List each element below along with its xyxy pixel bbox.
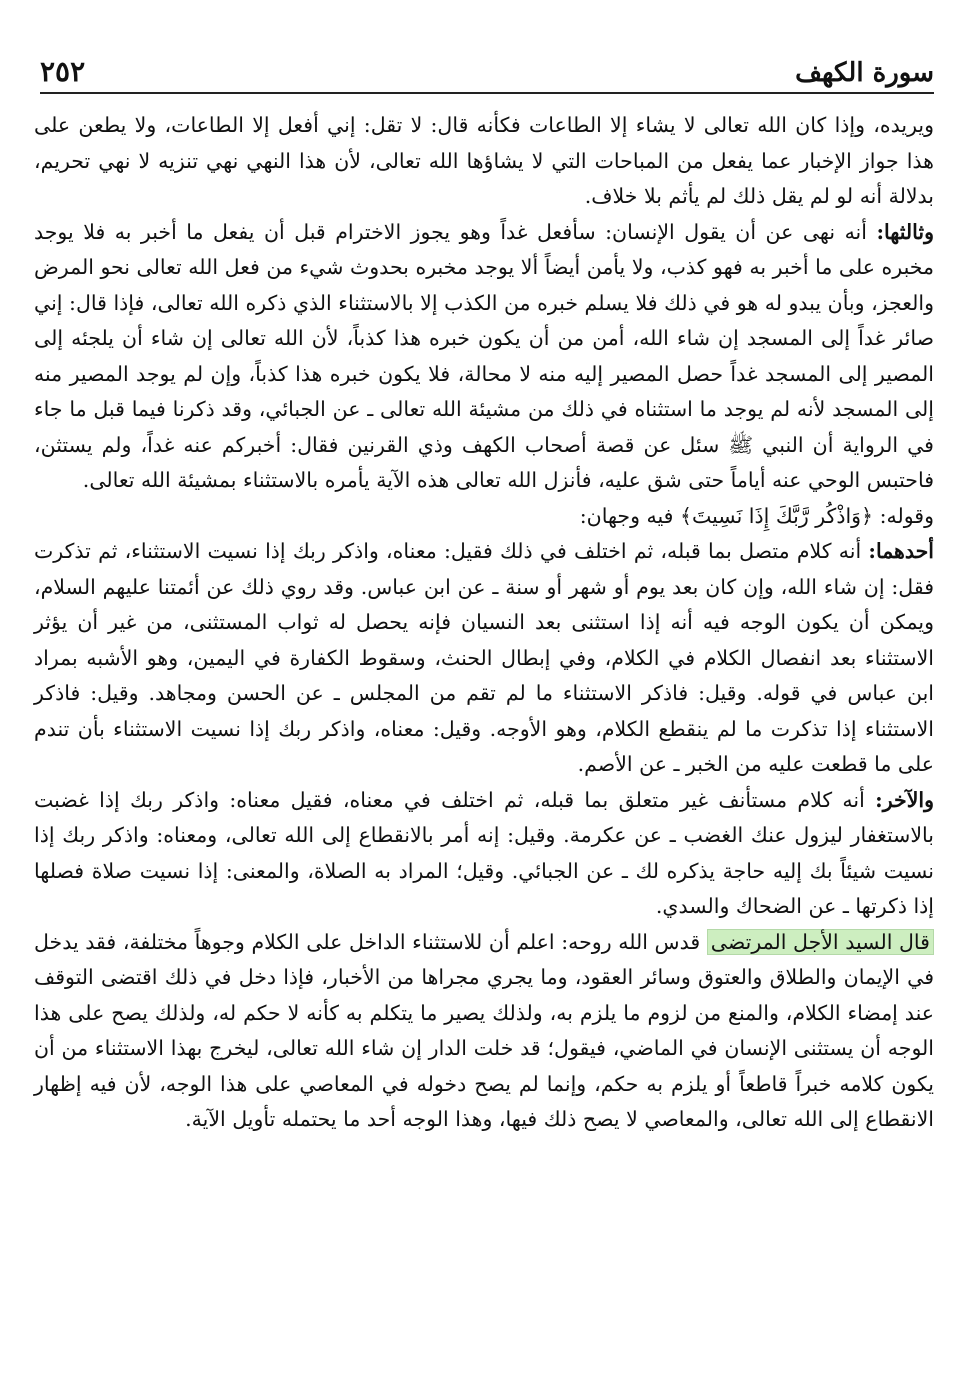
paragraph-text: أنه كلام مستأنف غير متعلق بما قبله، ثم اختلف في معناه، فقيل معناه: واذكر ربك إذا غضبت بالاستغفار ليزول عنك الغضب ـ عن عكرمة. وقيل: إنه أمر بالانقطاع إلى الله تعالى، ومعناه: واذكر ربك إذا نسيت شيئاً بك إليه حاجة يذكره لك ـ عن الجبائي. وقيل؛ المراد به الصلاة، والمعنى: إذا نسيت صلاة فصلها إذا ذكرتها ـ عن الضحاك والسدي. <box>34 787 934 918</box>
paragraph <box>34 215 934 499</box>
paragraph-text: أنه نهى عن أن يقول الإنسان: سأفعل غداً وهو يجوز الاخترام قبل أن يفعل ما أخبر به فلا يوجد مخبره على ما أخبر به فهو كذب، ولا يأمن أيضاً ألا يوجد مخبره بحدوث شيء من فعل الله تعالى نحو المرض والعجز، وبأن يبدو له هو في ذلك فلا يسلم خبره من الكذب إلا بالاستثناء الذي ذكره الله تعالى، فإذا قال: إني صائر غداً إلى المسجد إن شاء الله، أمن من أن يكون خبره هذا كذباً، لأن الله تعالى إن شاء أن يلجئه إلى المصير إلى المسجد غداً حصل المصير إليه منه لا محالة، فلا يكون خبره هذا كذباً، وإن لم يوجد المصير منه إلى المسجد لأنه لم يوجد ما استثناه في ذلك من مشيئة الله تعالى ـ عن الجبائي، وقد ذكرنا فيما قبل ما جاء في الرواية أن النبي ﷺ سئل عن قصة أصحاب الكهف وذي القرنين فقال: أخبركم عنه غداً، ولم يستثن، فاحتبس الوحي عنه أياماً حتى شق عليه، فأنزل الله تعالى هذه الآية يأمره بالاستثناء بمشيئة الله تعالى. <box>34 219 934 492</box>
paragraph-text: ويريده، وإذا كان الله تعالى لا يشاء إلا الطاعات فكأنه قال: لا تقل: إني أفعل إلا الطاعات، ولا يطعن على هذا جواز الإخبار عما يفعل من المباحات التي لا يشاؤها الله تعالى، لأن هذا النهي نهي تنزيه لا نهي تحريم، بدلالة أنه لو لم يقل ذلك لم يأثم بلا خلاف. <box>34 113 934 208</box>
surah-title: سورة الكهف <box>795 58 934 88</box>
paragraph-lead: وثالثها: <box>876 219 934 244</box>
page-header <box>40 44 934 94</box>
paragraph-text: وقوله: ﴿وَاذْكُر رَّبَّكَ إِذَا نَسِيتَ﴾ فيه وجهان: <box>579 503 934 528</box>
paragraph-lead: أحدهما: <box>868 539 934 563</box>
page-body <box>34 108 934 1138</box>
paragraph <box>34 534 934 783</box>
paragraph <box>34 783 934 925</box>
highlighted-text[interactable]: قال السيد الأجل المرتضى <box>707 929 934 955</box>
paragraph-lead: والآخر: <box>875 787 934 812</box>
paragraph <box>34 925 934 1138</box>
page-number: ٢٥٢ <box>40 55 86 88</box>
paragraph <box>34 108 934 215</box>
paragraph <box>34 499 934 535</box>
paragraph-text: قدس الله روحه: اعلم أن للاستثناء الداخل على الكلام وجوهاً مختلفة، فقد يدخل في الإيمان والطلاق والعتوق وسائر العقود، وما يجري مجراها من الأخبار، فإذا دخل في ذلك اقتضى التوقف عند إمضاء الكلام، والمنع من لزوم ما يلزم به، ولذلك يصير ما يتكلم به كأنه لا حكم له، ولذلك يصح على هذا الوجه أن يستثنى الإنسان في الماضي، فيقول؛ قد خلت الدار إن شاء الله تعالى، ليخرج بهذا الاستثناء من أن يكون كلامه خبراً قاطعاً أو يلزم به حكم، وإنما لم يصح دخوله في المعاصي على هذا الوجه، لأن فيه إظهار الانقطاع إلى الله تعالى، والمعاصي لا يصح ذلك فيها، وهذا الوجه أحد ما يحتمله تأويل الآية. <box>34 929 934 1131</box>
paragraph-text: أنه كلام متصل بما قبله، ثم اختلف في ذلك فقيل: معناه، واذكر ربك إذا نسيت الاستثناء، ثم تذكرت فقل: إن شاء الله، وإن كان بعد يوم أو شهر أو سنة ـ عن ابن عباس. وقد روي ذلك عن أئمتنا عليهم السلام، ويمكن أن يكون الوجه فيه أنه إذا استثنى بعد النسيان فإنه يحصل له ثواب المستثنى، من غير أن يؤثر الاستثناء بعد انفصال الكلام في الكلام، وفي إبطال الحنث، وسقوط الكفارة في اليمين، وهو الأشبه بمراد ابن عباس في قوله. وقيل: فاذكر الاستثناء ما لم تقم من المجلس ـ عن الحسن ومجاهد. وقيل: فاذكر الاستثناء إذا تذكرت ما لم ينقطع الكلام، وهو الأوجه. وقيل: معناه، واذكر ربك إذا نسيت الاستثناء بأن تندم على ما قطعت عليه من الخبر ـ عن الأصم. <box>34 539 934 776</box>
